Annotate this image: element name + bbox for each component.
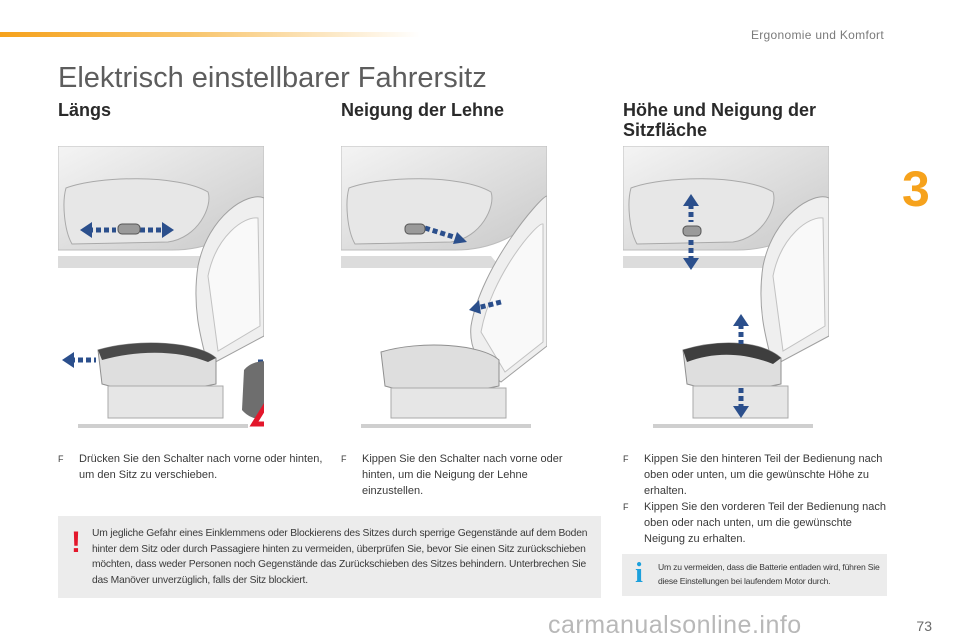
- exclamation-icon: !: [71, 526, 81, 559]
- bullet-hoehe-2: [623, 499, 891, 547]
- warning-box: [58, 516, 601, 598]
- section-header: Ergonomie und Komfort: [750, 28, 884, 42]
- seat-illustration-laengs: [58, 146, 264, 430]
- seat-illustration-hoehe: [623, 146, 829, 430]
- bullet-marker: F: [623, 454, 629, 464]
- bullet-hoehe-1: [623, 451, 891, 499]
- bullet-marker: F: [341, 454, 347, 464]
- chapter-color-bar: [0, 32, 420, 37]
- bullet-lehne-1: [341, 451, 591, 499]
- watermark: carmanualsonline.info: [548, 611, 802, 639]
- bullet-laengs-1: [58, 451, 323, 483]
- info-text: Um zu vermeiden, dass die Batterie entladen wird, führen Sie diese Einstellungen bei laufendem Motor durch.: [658, 562, 880, 586]
- heading-hoehe-neigung: Höhe und Neigung der Sitzfläche: [623, 100, 816, 140]
- warning-text: Um jegliche Gefahr eines Einklemmens oder Blockierens des Sitzes durch sperrige Gegenstände auf dem Boden hinter dem Sitz oder durch Passagiere hinten zu vermeiden, überprüfen Sie, bevor Sie einen Sitz zurückschieben möchten, dass weder Personen noch Gegenstände das Zurückschieben des Sitzes behindern. Unterbrechen Sie das Manöver unverzüglich, falls der Sitz blockiert.: [92, 528, 588, 586]
- info-icon: i: [635, 558, 643, 589]
- info-box: [622, 554, 887, 596]
- seat-illustration-lehne: [341, 146, 547, 430]
- bullet-marker: F: [623, 502, 629, 512]
- page-number: 73: [916, 618, 932, 634]
- heading-laengs: Längs: [58, 100, 112, 120]
- chapter-number: 3: [902, 161, 930, 217]
- page-title: Elektrisch einstellbarer Fahrersitz: [58, 62, 487, 94]
- bullet-text: Drücken Sie den Schalter nach vorne oder hinten, um den Sitz zu verschieben.: [79, 453, 323, 481]
- bullet-text: Kippen Sie den Schalter nach vorne oder hinten, um die Neigung der Lehne einzustellen.: [362, 453, 563, 497]
- bullet-marker: F: [58, 454, 64, 464]
- bullet-text: Kippen Sie den hinteren Teil der Bedienung nach oben oder unten, um die gewünschte Höhe zu erhalten.: [644, 453, 883, 497]
- bullet-text: Kippen Sie den vorderen Teil der Bedienung nach oben oder nach unten, um die gewünschte Neigung zu erhalten.: [644, 501, 886, 545]
- heading-neigung-lehne: Neigung der Lehne: [341, 100, 505, 120]
